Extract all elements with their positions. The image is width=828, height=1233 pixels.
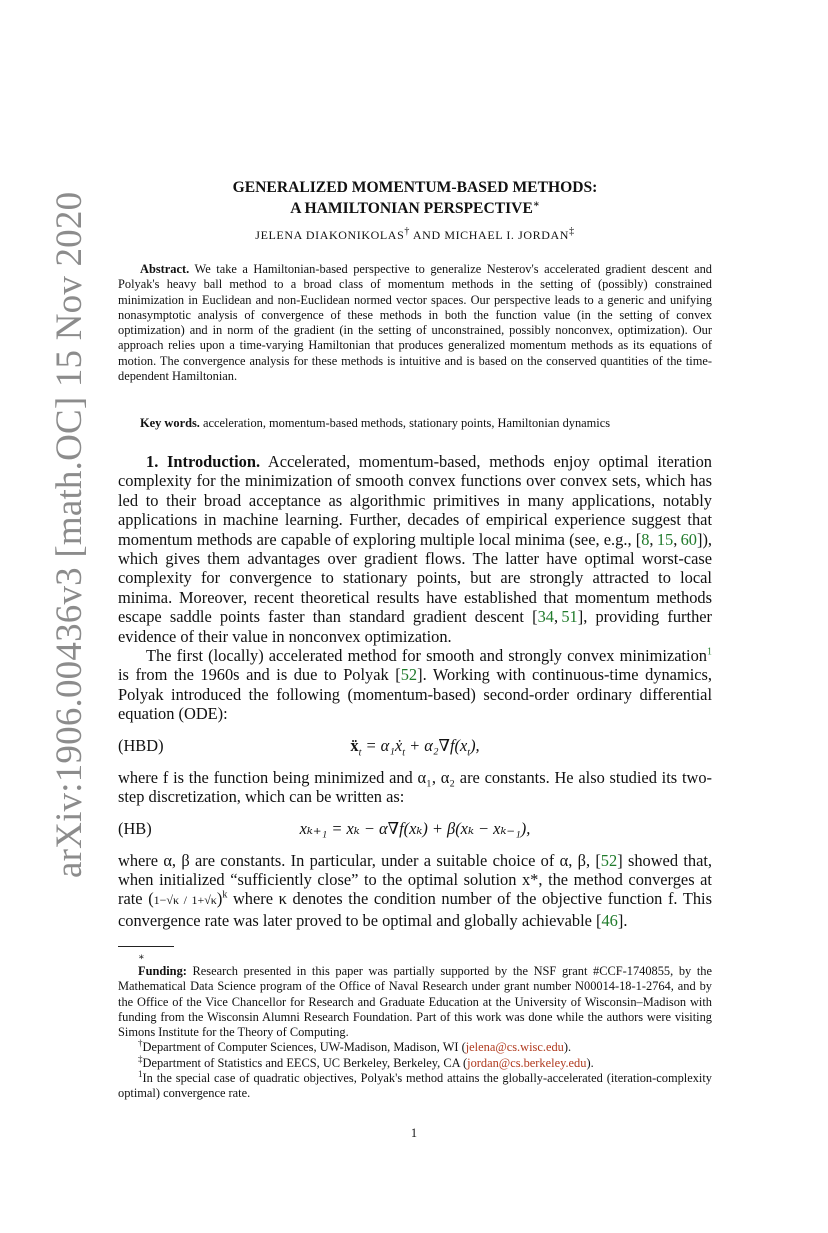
paper-title [118,177,712,219]
author-join: AND [409,228,445,242]
citation-15[interactable]: 15 [656,529,674,549]
citation-46[interactable]: 46 [601,910,618,930]
footnote-dagger-text: Department of Computer Sciences, UW-Madison, Madison, WI ( [142,1040,466,1055]
author-1-mark[interactable]: † [404,226,410,237]
footnote-ddagger-close: ). [586,1055,594,1070]
footnote-ddagger-mark: ‡ [138,1053,143,1064]
citation-34[interactable]: 34 [537,607,554,627]
title-line-2 [118,198,712,219]
paragraph-polyak [118,646,712,724]
author-line [118,228,712,243]
paragraph-1-part-c: ], providing further evidence of their value in nonconvex optimization. [118,607,712,646]
footnote-funding-label: Funding: [138,964,187,978]
paragraph-convergence [118,851,712,931]
rate-fraction: 1−√κ / 1+√κ [153,893,217,908]
keywords-label: Key words. [140,416,200,430]
equation-hbd [118,724,712,768]
arxiv-identifier-stamp: arXiv:1906.00436v3 [math.OC] 15 Nov 2020 [49,191,90,878]
paragraph-introduction: 1. Introduction. Accelerated, momentum-based, methods enjoy optimal iteration complexity for the minimization of smooth convex functions over convex sets, which has led to their broad acceptance as algorithmic primitives in many applications, notably applications in machine learning. Further, decades of empirical experience suggest that momentum methods are capable of exploring multiple local minima (see, e.g., [8, 15, 60]), which gives them advantages over gradient flows. The latter have optimal worst-case complexity for convergence to stationary points, but are strongly attracted to local minima. Moreover, recent theoretical results have established that momentum methods escape saddle points faster than standard gradient descent [34, 51], providing further evidence of their value in nonconvex optimization. [118,452,712,646]
title-line-2-text: A HAMILTONIAN PERSPECTIVE [290,200,533,217]
footnote-ddagger-text: Department of Statistics and EECS, UC Berkeley, Berkeley, CA ( [142,1055,468,1070]
abstract [118,262,712,384]
eq1-sub-1: t [358,746,362,758]
footnotes [118,952,712,1102]
eq1-end: ), [470,735,480,755]
footnote-funding [118,964,712,1040]
paragraph-2-part-a: The first (locally) accelerated method for smooth and strongly convex minimization [146,646,707,666]
paragraph-4-part-e: ]. [617,910,628,930]
title-footnote-mark[interactable]: ∗ [532,198,540,210]
paragraph-4-part-c: ) [216,889,223,909]
section-heading: 1. Introduction. [146,452,261,471]
paragraph-4-part-b: ] showed that, when initialized “sufficiently close” to the optimal solution x*, the method converges at rate ( [118,850,712,909]
abstract-label: Abstract. [140,262,190,276]
title-line-1: GENERALIZED MOMENTUM-BASED METHODS: [232,179,598,196]
email-link-diakonikolas[interactable]: jelena@cs.wisc.edu [465,1040,564,1055]
footnote-funding-text: Research presented in this paper was partially supported by the NSF grant #CCF-1740855, by the Mathematical Data Science program of the Office of Naval Research under grant number N00014-18-1-2764, and by the Office of the Vice Chancellor for Research and Graduate Education at the University of Wisconsin–Madison with funding from the Wisconsin Alumni Research Foundation. Part of this work was done while the authors were visiting Simons Institute for the Theory of Computing. [118,964,712,1040]
rate-exponent: k [222,889,228,901]
paragraph-2-part-b: is from the 1960s and is due to Polyak [ [118,665,401,685]
footnote-1-number: 1 [138,1068,143,1079]
footnote-dagger-mark: † [138,1038,143,1049]
footnote-ddagger [118,1053,712,1071]
citation-51[interactable]: 51 [561,607,578,627]
author-2-mark[interactable]: ‡ [569,226,575,237]
footnote-star-mark: ∗ [138,952,145,963]
equation-hb-body: xₖ₊₁ = xₖ − α∇f(xₖ) + β(xₖ − xₖ₋₁), [299,818,531,838]
citation-8[interactable]: 8 [641,529,650,549]
eq1-sub-2: t [402,746,405,758]
paragraph-4-part-a: where α, β are constants. In particular, under a suitable choice of α, β, [ [118,850,601,870]
footnote-dagger [118,1040,712,1055]
author-1: JELENA DIAKONIKOLAS [255,228,405,242]
paragraph-1-part-a: Accelerated, momentum-based, methods enjoy optimal iteration complexity for the minimization of smooth convex functions over convex sets, which has led to their broad acceptance as algorithmic primitives in many applications, notably applications in machine learning. Further, decades of empirical experience suggest that momentum methods are capable of exploring multiple local minima (see, e.g., [ [118,452,712,549]
footnote-1 [118,1068,712,1102]
author-2: MICHAEL I. JORDAN [444,228,570,242]
keywords [140,416,712,431]
equation-hb-tag: (HB) [118,818,152,838]
paragraph-2-part-c: ]. Working with continuous-time dynamics, Polyak introduced the following (momentum-based) second-order ordinary differential equation (ODE): [118,665,712,724]
paragraph-1-part-b: ]), which gives them advantages over gradient flows. The latter have optimal worst-case complexity for convergence to stationary points, but are strongly attracted to local minima. Moreover, recent theoretical results have established that momentum methods escape saddle points faster than standard gradient descent [ [118,529,712,627]
eq1-rest: = α₁ẋ [361,735,403,755]
equation-hbd-body [118,735,712,758]
footnote-rule [118,946,174,947]
page-number: 1 [410,1126,418,1140]
email-link-jordan[interactable]: jordan@cs.berkeley.edu [467,1055,587,1070]
keywords-text: acceleration, momentum-based methods, stationary points, Hamiltonian dynamics [199,416,611,430]
equation-hbd-tag: (HBD) [118,735,164,755]
citation-52[interactable]: 52 [400,665,418,685]
eq1-rest2: + α₂∇f(x [404,735,468,755]
footnote-1-mark[interactable]: 1 [707,646,712,658]
footnote-1-text: In the special case of quadratic objectives, Polyak's method attains the globally-accelerated (iteration-complexity optimal) convergence rate. [118,1071,712,1101]
paragraph-4-part-d: where κ denotes the condition number of the objective function f. This convergence rate was later proved to be optimal and globally achievable [ [118,889,712,930]
footnote-dagger-close: ). [563,1040,572,1055]
citation-52-second[interactable]: 52 [600,850,618,870]
main-body [118,452,712,930]
paragraph-where-f: where f is the function being minimized and α₁, α₂ are constants. He also studied its two-step discretization, which can be written as: [118,767,712,807]
eq1-sub-3: t [467,746,471,758]
citation-60[interactable]: 60 [680,529,697,549]
abstract-text: We take a Hamiltonian-based perspective to generalize Nesterov's accelerated gradient descent and Polyak's heavy ball method to a broad class of momentum methods in the setting of (possibly) constrained minimization in Euclidean and non-Euclidean normed vector spaces. Our perspective leads to a generic and unifying nonasymptotic analysis of convergence of these methods in both the function value (in the setting of convex optimization) and in norm of the gradient (in the setting of unconstrained, possibly nonconvex, optimization). Our approach relies upon a time-varying Hamiltonian that produces generalized momentum methods as its equations of motion. The convergence analysis for these methods is intuitive and is based on the conserved quantities of the time-dependent Hamiltonian. [118,262,712,384]
eq1-lhs: ẍ [350,735,359,755]
equation-hb [118,807,712,851]
